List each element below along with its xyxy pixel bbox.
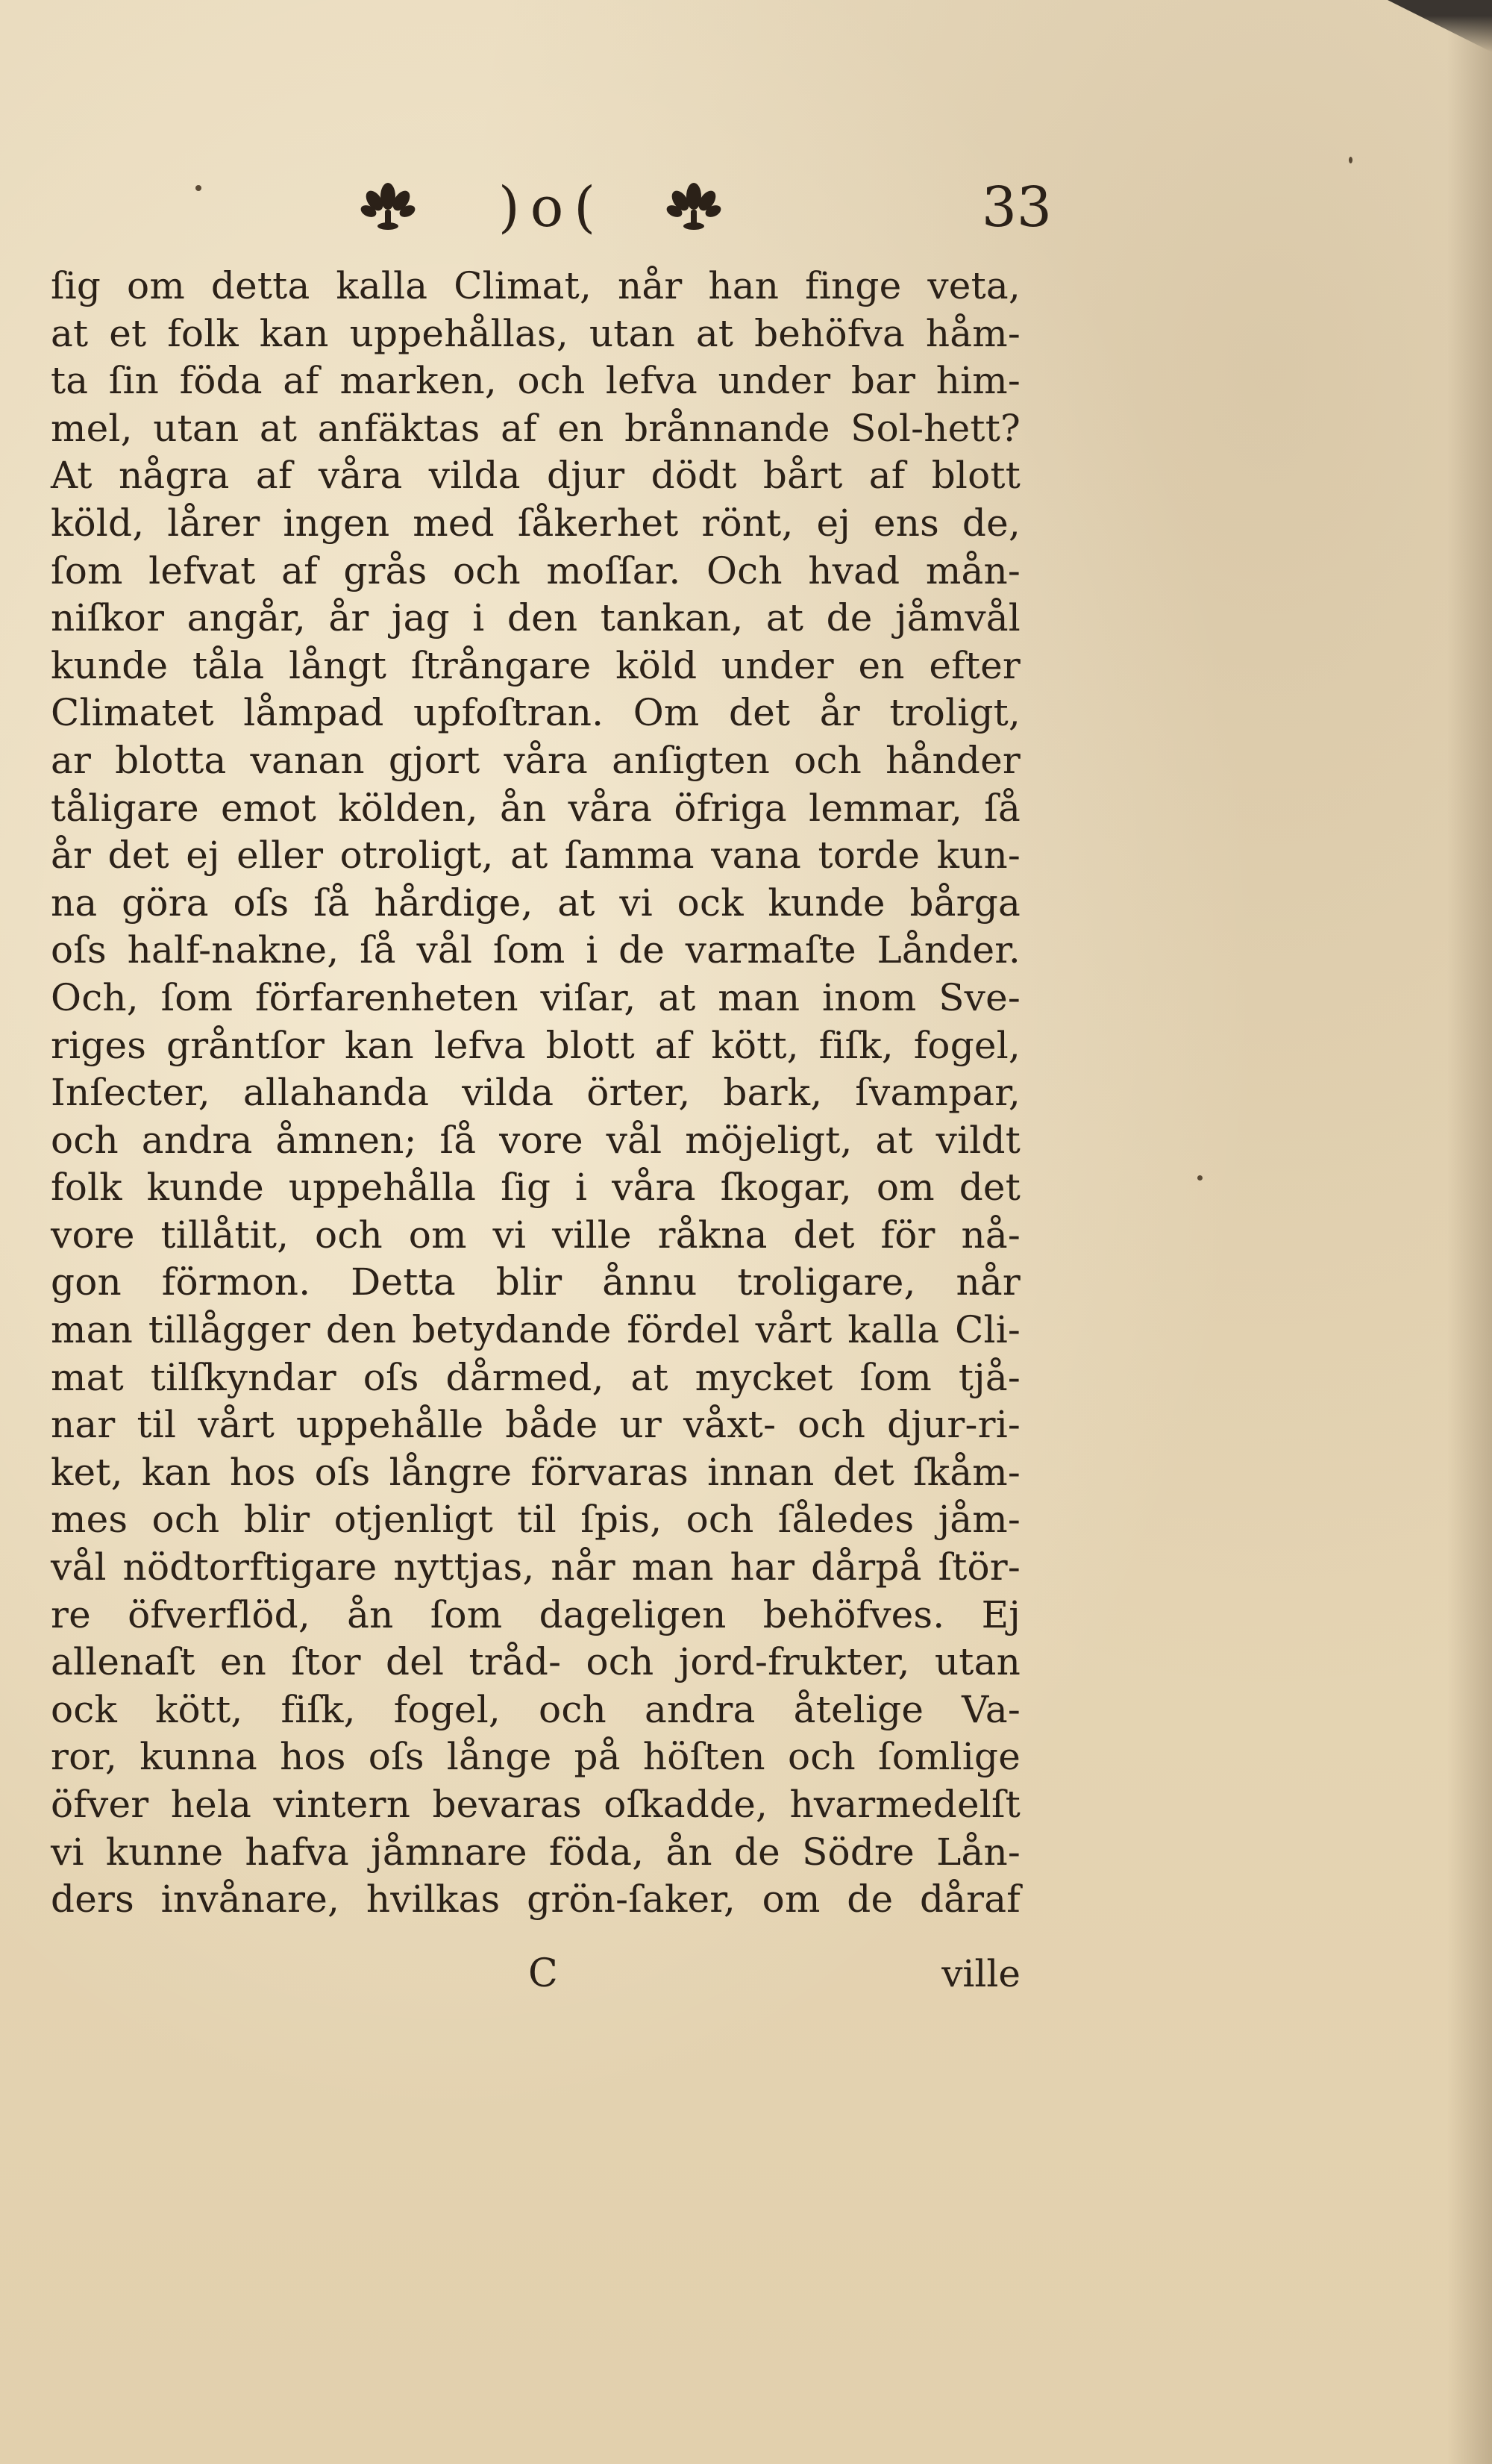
page-header [358,168,1052,250]
text-line: öfver hela vintern bevaras oſkadde, hvarmedelſt [51,1783,1021,1826]
page-number: 33 [981,175,1052,240]
flower-ornament-icon [664,174,724,234]
text-line: ror, kunna hos oſs långe på höſten och ſomlige [51,1735,1021,1779]
text-line: ket, kan hos oſs långre förvaras innan det ſkåm- [51,1450,1021,1494]
text-line: ſig om detta kalla Climat, når han finge veta, [51,264,1021,307]
page-footer [51,1948,1021,2000]
text-line: och andra åmnen; ſå vore vål möjeligt, at vildt [51,1118,1021,1162]
text-line: ſom lefvat af grås och moſſar. Och hvad mån- [51,548,1021,592]
body-text [51,263,1021,1924]
page-edge-shadow [1447,0,1492,2464]
text-line: vål nödtorftigare nyttjas, når man har dårpå ſtör- [51,1545,1021,1589]
text-line: kunde tåla långt ſtrångare köld under en efter [51,643,1021,687]
text-line: mel, utan at anfäktas af en brånnande Sol-hett? [51,406,1021,450]
text-line: gon förmon. Detta blir ånnu troligare, når [51,1260,1021,1304]
text-line: Climatet låmpad upfoſtran. Om det år troligt, [51,691,1021,735]
text-line: Och, ſom förfarenheten viſar, at man inom Sve- [51,975,1021,1019]
text-line: niſkor angår, år jag i den tankan, at de jåmvål [51,596,1021,640]
text-line: At några af våra vilda djur dödt bårt af blott [51,454,1021,498]
paper-speck [1197,1175,1203,1181]
text-line: vi kunne hafva jåmnare föda, ån de Södre Lån- [51,1830,1021,1874]
paper-speck [195,185,201,191]
text-line: riges gråntſor kan lefva blott af kött, fiſk, fogel, [51,1023,1021,1067]
text-line: man tillågger den betydande fördel vårt kalla Cli- [51,1308,1021,1352]
text-line: allenaſt en ſtor del tråd- och jord-frukter, utan [51,1640,1021,1684]
text-line: mat tilſkyndar oſs dårmed, at mycket ſom tjå- [51,1355,1021,1399]
text-line: Inſecter, allahanda vilda örter, bark, ſvampar, [51,1071,1021,1115]
text-line: ta ſin föda af marken, och lefva under bar him- [51,359,1021,403]
signature-mark: C [528,1951,558,1996]
text-line: oſs half-nakne, ſå vål ſom i de varmaſte Lånder. [51,928,1021,972]
text-line: nar til vårt uppehålle både ur våxt- och djur-ri- [51,1403,1021,1447]
flower-ornament-icon [358,174,418,234]
text-line: na göra oſs ſå hårdige, at vi ock kunde bårga [51,881,1021,925]
text-line: mes och blir otjenligt til ſpis, och ſåledes jåm- [51,1498,1021,1542]
catchword: ville [941,1952,1021,1995]
paper-speck [1349,157,1352,163]
text-line: köld, lårer ingen med ſåkerhet rönt, ej ens de, [51,501,1021,545]
text-line: tåligare emot kölden, ån våra öfriga lemmar, ſå [51,786,1021,830]
text-line: år det ej eller otroligt, at ſamma vana torde kun- [51,834,1021,878]
text-line: re öfverflöd, ån ſom dageligen behöfves. Ej [51,1592,1021,1636]
text-line: folk kunde uppehålla ſig i våra ſkogar, om det [51,1166,1021,1210]
text-line: at et folk kan uppehållas, utan at behöfva håm- [51,311,1021,355]
text-line: ar blotta vanan gjort våra anſigten och hånder [51,738,1021,782]
text-line: ock kött, fiſk, fogel, och andra åtelige Va- [51,1687,1021,1731]
text-line: ders invånare, hvilkas grön-ſaker, om de dåraf [51,1877,1021,1922]
text-line: vore tillåtit, och om vi ville råkna det för nå- [51,1213,1021,1257]
header-mark: )o( [498,175,606,240]
